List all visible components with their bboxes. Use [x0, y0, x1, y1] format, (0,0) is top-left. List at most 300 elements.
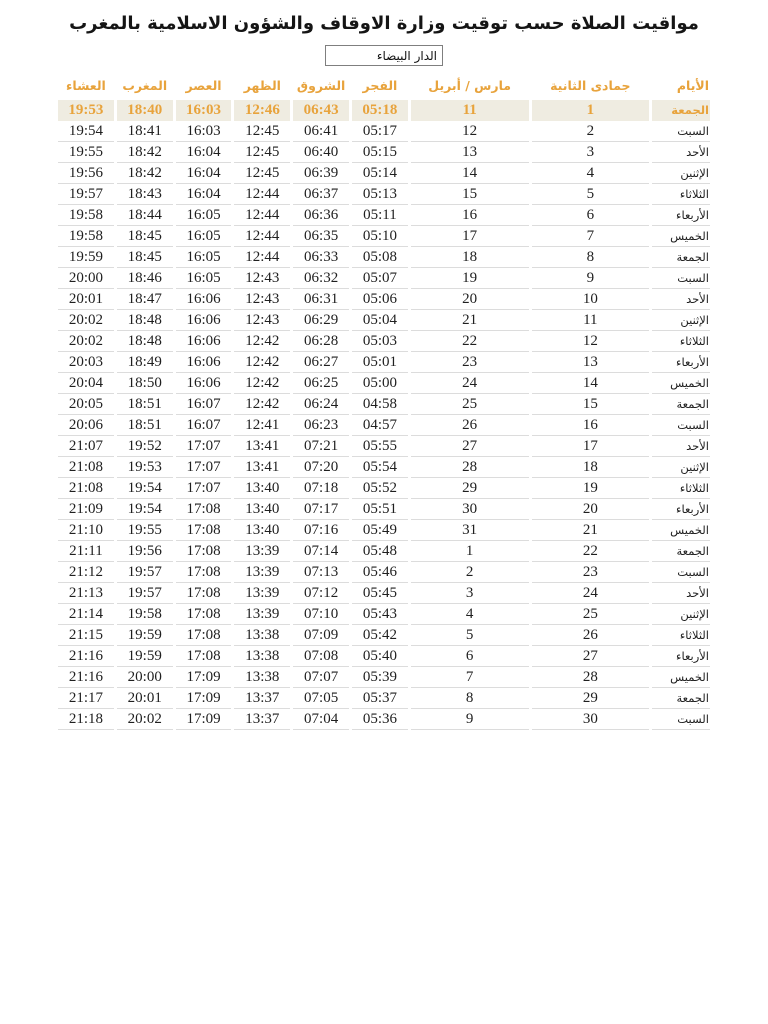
cell-asr: 16:06	[176, 352, 232, 373]
cell-day: السبت	[652, 268, 710, 289]
cell-sunrise: 06:24	[293, 394, 349, 415]
table-row	[58, 541, 710, 562]
table-row	[58, 667, 710, 688]
cell-sunrise: 07:20	[293, 457, 349, 478]
cell-march_april: 21	[411, 310, 529, 331]
cell-sunrise: 07:09	[293, 625, 349, 646]
cell-sunrise: 06:31	[293, 289, 349, 310]
cell-march_april: 14	[411, 163, 529, 184]
cell-isha: 21:15	[58, 625, 114, 646]
cell-dhuhr: 13:38	[234, 625, 290, 646]
cell-asr: 16:04	[176, 163, 232, 184]
cell-asr: 16:05	[176, 226, 232, 247]
cell-dhuhr: 13:40	[234, 478, 290, 499]
cell-sunrise: 07:04	[293, 709, 349, 730]
cell-fajr: 04:57	[352, 415, 408, 436]
table-row	[58, 289, 710, 310]
cell-dhuhr: 12:42	[234, 331, 290, 352]
cell-fajr: 05:18	[352, 100, 408, 121]
table-row	[58, 520, 710, 541]
cell-isha: 19:53	[58, 100, 114, 121]
cell-dhuhr: 13:39	[234, 541, 290, 562]
prayer-times-table	[55, 75, 713, 730]
cell-dhuhr: 12:44	[234, 205, 290, 226]
cell-jumada2: 29	[532, 688, 650, 709]
cell-asr: 17:07	[176, 478, 232, 499]
cell-march_april: 16	[411, 205, 529, 226]
cell-isha: 21:14	[58, 604, 114, 625]
cell-sunrise: 07:08	[293, 646, 349, 667]
cell-isha: 20:02	[58, 310, 114, 331]
cell-asr: 17:08	[176, 499, 232, 520]
cell-fajr: 05:49	[352, 520, 408, 541]
cell-fajr: 05:36	[352, 709, 408, 730]
cell-jumada2: 17	[532, 436, 650, 457]
cell-jumada2: 10	[532, 289, 650, 310]
cell-dhuhr: 12:43	[234, 289, 290, 310]
header-row	[58, 75, 710, 100]
cell-jumada2: 4	[532, 163, 650, 184]
cell-jumada2: 7	[532, 226, 650, 247]
cell-day: الجمعة	[652, 100, 710, 121]
cell-day: الثلاثاء	[652, 331, 710, 352]
cell-jumada2: 16	[532, 415, 650, 436]
cell-jumada2: 30	[532, 709, 650, 730]
cell-day: السبت	[652, 562, 710, 583]
cell-sunrise: 06:23	[293, 415, 349, 436]
table-row	[58, 373, 710, 394]
table-row	[58, 394, 710, 415]
cell-march_april: 26	[411, 415, 529, 436]
cell-asr: 16:05	[176, 268, 232, 289]
cell-dhuhr: 13:41	[234, 457, 290, 478]
cell-fajr: 04:58	[352, 394, 408, 415]
cell-jumada2: 14	[532, 373, 650, 394]
cell-maghrib: 18:44	[117, 205, 173, 226]
column-header-asr: العصر	[185, 78, 222, 93]
cell-march_april: 6	[411, 646, 529, 667]
table-row	[58, 184, 710, 205]
cell-day: الأحد	[652, 436, 710, 457]
cell-march_april: 9	[411, 709, 529, 730]
table-row	[58, 562, 710, 583]
cell-day: الجمعة	[652, 688, 710, 709]
cell-march_april: 15	[411, 184, 529, 205]
cell-dhuhr: 12:45	[234, 163, 290, 184]
city-selector[interactable]	[325, 45, 443, 66]
cell-jumada2: 5	[532, 184, 650, 205]
cell-asr: 16:03	[176, 100, 232, 121]
table-row	[58, 100, 710, 121]
cell-day: الثلاثاء	[652, 478, 710, 499]
cell-asr: 16:06	[176, 310, 232, 331]
cell-maghrib: 18:42	[117, 142, 173, 163]
cell-isha: 19:54	[58, 121, 114, 142]
cell-fajr: 05:04	[352, 310, 408, 331]
cell-day: الخميس	[652, 373, 710, 394]
cell-march_april: 17	[411, 226, 529, 247]
cell-day: الأربعاء	[652, 499, 710, 520]
cell-sunrise: 06:32	[293, 268, 349, 289]
cell-march_april: 2	[411, 562, 529, 583]
cell-dhuhr: 12:44	[234, 247, 290, 268]
cell-fajr: 05:03	[352, 331, 408, 352]
cell-isha: 21:11	[58, 541, 114, 562]
cell-jumada2: 25	[532, 604, 650, 625]
cell-sunrise: 07:21	[293, 436, 349, 457]
cell-dhuhr: 13:37	[234, 709, 290, 730]
cell-asr: 16:03	[176, 121, 232, 142]
cell-march_april: 19	[411, 268, 529, 289]
cell-isha: 21:17	[58, 688, 114, 709]
cell-maghrib: 18:45	[117, 247, 173, 268]
cell-maghrib: 18:49	[117, 352, 173, 373]
cell-dhuhr: 13:39	[234, 562, 290, 583]
cell-day: الثلاثاء	[652, 184, 710, 205]
cell-sunrise: 07:13	[293, 562, 349, 583]
cell-asr: 16:06	[176, 331, 232, 352]
cell-isha: 21:12	[58, 562, 114, 583]
cell-day: الأربعاء	[652, 205, 710, 226]
cell-fajr: 05:43	[352, 604, 408, 625]
table-row	[58, 205, 710, 226]
cell-fajr: 05:52	[352, 478, 408, 499]
cell-maghrib: 18:43	[117, 184, 173, 205]
cell-asr: 17:08	[176, 520, 232, 541]
cell-maghrib: 19:59	[117, 625, 173, 646]
cell-isha: 19:59	[58, 247, 114, 268]
cell-asr: 16:06	[176, 373, 232, 394]
cell-sunrise: 06:40	[293, 142, 349, 163]
cell-day: الخميس	[652, 226, 710, 247]
cell-day: الأحد	[652, 289, 710, 310]
cell-maghrib: 19:52	[117, 436, 173, 457]
cell-fajr: 05:40	[352, 646, 408, 667]
cell-isha: 20:02	[58, 331, 114, 352]
cell-isha: 20:00	[58, 268, 114, 289]
cell-dhuhr: 12:42	[234, 352, 290, 373]
cell-asr: 17:08	[176, 604, 232, 625]
cell-sunrise: 06:35	[293, 226, 349, 247]
cell-jumada2: 22	[532, 541, 650, 562]
cell-isha: 20:06	[58, 415, 114, 436]
table-row	[58, 121, 710, 142]
cell-march_april: 5	[411, 625, 529, 646]
cell-fajr: 05:17	[352, 121, 408, 142]
cell-maghrib: 18:51	[117, 415, 173, 436]
cell-march_april: 12	[411, 121, 529, 142]
cell-march_april: 8	[411, 688, 529, 709]
cell-maghrib: 19:54	[117, 499, 173, 520]
cell-asr: 16:06	[176, 289, 232, 310]
cell-isha: 20:05	[58, 394, 114, 415]
cell-march_april: 28	[411, 457, 529, 478]
cell-dhuhr: 13:40	[234, 520, 290, 541]
cell-jumada2: 9	[532, 268, 650, 289]
cell-sunrise: 07:18	[293, 478, 349, 499]
cell-day: الخميس	[652, 667, 710, 688]
table-row	[58, 331, 710, 352]
cell-sunrise: 06:43	[293, 100, 349, 121]
cell-jumada2: 2	[532, 121, 650, 142]
column-header-maghrib: المغرب	[122, 78, 168, 93]
cell-fajr: 05:54	[352, 457, 408, 478]
cell-asr: 16:05	[176, 205, 232, 226]
cell-maghrib: 18:40	[117, 100, 173, 121]
cell-sunrise: 06:25	[293, 373, 349, 394]
cell-sunrise: 06:27	[293, 352, 349, 373]
cell-asr: 16:04	[176, 142, 232, 163]
cell-day: الجمعة	[652, 247, 710, 268]
cell-dhuhr: 12:46	[234, 100, 290, 121]
cell-fajr: 05:10	[352, 226, 408, 247]
table-row	[58, 247, 710, 268]
cell-dhuhr: 12:44	[234, 226, 290, 247]
cell-jumada2: 1	[532, 100, 650, 121]
cell-sunrise: 06:29	[293, 310, 349, 331]
table-row	[58, 436, 710, 457]
table-row	[58, 646, 710, 667]
cell-asr: 16:04	[176, 184, 232, 205]
cell-jumada2: 24	[532, 583, 650, 604]
cell-maghrib: 20:01	[117, 688, 173, 709]
cell-dhuhr: 13:40	[234, 499, 290, 520]
cell-jumada2: 15	[532, 394, 650, 415]
cell-isha: 19:58	[58, 226, 114, 247]
table-row	[58, 709, 710, 730]
cell-maghrib: 19:59	[117, 646, 173, 667]
table-row	[58, 226, 710, 247]
cell-dhuhr: 12:42	[234, 373, 290, 394]
cell-day: الجمعة	[652, 394, 710, 415]
cell-maghrib: 18:50	[117, 373, 173, 394]
cell-march_april: 1	[411, 541, 529, 562]
table-row	[58, 688, 710, 709]
cell-day: الأربعاء	[652, 352, 710, 373]
cell-march_april: 31	[411, 520, 529, 541]
cell-jumada2: 8	[532, 247, 650, 268]
cell-fajr: 05:13	[352, 184, 408, 205]
table-body	[58, 100, 710, 730]
cell-maghrib: 18:45	[117, 226, 173, 247]
cell-asr: 16:07	[176, 394, 232, 415]
cell-maghrib: 20:02	[117, 709, 173, 730]
table-row	[58, 268, 710, 289]
cell-isha: 21:16	[58, 646, 114, 667]
cell-dhuhr: 13:39	[234, 604, 290, 625]
cell-sunrise: 07:05	[293, 688, 349, 709]
cell-jumada2: 6	[532, 205, 650, 226]
cell-march_april: 30	[411, 499, 529, 520]
cell-march_april: 3	[411, 583, 529, 604]
cell-jumada2: 26	[532, 625, 650, 646]
cell-isha: 21:13	[58, 583, 114, 604]
cell-jumada2: 11	[532, 310, 650, 331]
cell-isha: 20:01	[58, 289, 114, 310]
cell-jumada2: 21	[532, 520, 650, 541]
cell-march_april: 27	[411, 436, 529, 457]
cell-sunrise: 06:36	[293, 205, 349, 226]
cell-fajr: 05:37	[352, 688, 408, 709]
cell-dhuhr: 12:42	[234, 394, 290, 415]
cell-isha: 21:16	[58, 667, 114, 688]
cell-sunrise: 07:17	[293, 499, 349, 520]
table-row	[58, 604, 710, 625]
cell-sunrise: 06:39	[293, 163, 349, 184]
cell-day: السبت	[652, 709, 710, 730]
cell-maghrib: 18:51	[117, 394, 173, 415]
cell-isha: 21:07	[58, 436, 114, 457]
cell-asr: 17:08	[176, 625, 232, 646]
cell-dhuhr: 13:37	[234, 688, 290, 709]
cell-jumada2: 19	[532, 478, 650, 499]
cell-maghrib: 19:55	[117, 520, 173, 541]
column-header-day: الأيام	[676, 78, 709, 93]
cell-jumada2: 3	[532, 142, 650, 163]
cell-sunrise: 06:37	[293, 184, 349, 205]
cell-fajr: 05:15	[352, 142, 408, 163]
cell-fajr: 05:55	[352, 436, 408, 457]
cell-fajr: 05:06	[352, 289, 408, 310]
cell-maghrib: 20:00	[117, 667, 173, 688]
cell-day: السبت	[652, 415, 710, 436]
table-row	[58, 415, 710, 436]
cell-day: الإثنين	[652, 457, 710, 478]
city-name: الدار البيضاء	[376, 49, 437, 63]
cell-isha: 19:55	[58, 142, 114, 163]
cell-asr: 17:08	[176, 562, 232, 583]
cell-sunrise: 06:28	[293, 331, 349, 352]
cell-dhuhr: 13:38	[234, 646, 290, 667]
page-title: مواقيت الصلاة حسب توقيت وزارة الاوقاف والشؤون الاسلامية بالمغرب	[69, 13, 699, 34]
cell-jumada2: 18	[532, 457, 650, 478]
cell-day: الجمعة	[652, 541, 710, 562]
cell-asr: 17:09	[176, 709, 232, 730]
cell-fajr: 05:07	[352, 268, 408, 289]
table-row	[58, 310, 710, 331]
cell-day: الأحد	[652, 583, 710, 604]
cell-maghrib: 19:57	[117, 562, 173, 583]
cell-asr: 17:08	[176, 541, 232, 562]
cell-march_april: 25	[411, 394, 529, 415]
table-row	[58, 163, 710, 184]
cell-march_april: 11	[411, 100, 529, 121]
cell-march_april: 13	[411, 142, 529, 163]
cell-asr: 16:05	[176, 247, 232, 268]
column-header-march_april: مارس / أبريل	[428, 78, 512, 93]
cell-day: الأربعاء	[652, 646, 710, 667]
cell-maghrib: 19:57	[117, 583, 173, 604]
table-row	[58, 457, 710, 478]
cell-day: السبت	[652, 121, 710, 142]
cell-maghrib: 18:46	[117, 268, 173, 289]
cell-march_april: 7	[411, 667, 529, 688]
cell-day: الثلاثاء	[652, 625, 710, 646]
table-row	[58, 478, 710, 499]
table-row	[58, 142, 710, 163]
cell-fajr: 05:11	[352, 205, 408, 226]
cell-march_april: 24	[411, 373, 529, 394]
cell-dhuhr: 12:45	[234, 121, 290, 142]
cell-maghrib: 19:53	[117, 457, 173, 478]
column-header-isha: العشاء	[66, 78, 106, 93]
cell-dhuhr: 12:44	[234, 184, 290, 205]
cell-isha: 21:09	[58, 499, 114, 520]
cell-day: الأحد	[652, 142, 710, 163]
cell-maghrib: 18:47	[117, 289, 173, 310]
cell-isha: 21:10	[58, 520, 114, 541]
cell-isha: 19:56	[58, 163, 114, 184]
cell-jumada2: 28	[532, 667, 650, 688]
cell-maghrib: 18:48	[117, 331, 173, 352]
cell-sunrise: 07:10	[293, 604, 349, 625]
cell-asr: 17:09	[176, 688, 232, 709]
cell-sunrise: 07:14	[293, 541, 349, 562]
cell-dhuhr: 13:39	[234, 583, 290, 604]
cell-sunrise: 07:12	[293, 583, 349, 604]
cell-dhuhr: 12:43	[234, 268, 290, 289]
cell-day: الإثنين	[652, 163, 710, 184]
cell-isha: 20:03	[58, 352, 114, 373]
column-header-fajr: الفجر	[362, 78, 398, 93]
column-header-dhuhr: الظهر	[243, 78, 281, 93]
cell-jumada2: 23	[532, 562, 650, 583]
cell-asr: 16:07	[176, 415, 232, 436]
cell-maghrib: 18:42	[117, 163, 173, 184]
cell-isha: 19:58	[58, 205, 114, 226]
table-row	[58, 583, 710, 604]
cell-day: الإثنين	[652, 310, 710, 331]
column-header-sunrise: الشروق	[296, 78, 346, 93]
cell-asr: 17:08	[176, 583, 232, 604]
cell-dhuhr: 12:43	[234, 310, 290, 331]
cell-isha: 21:08	[58, 457, 114, 478]
cell-maghrib: 19:56	[117, 541, 173, 562]
cell-maghrib: 18:41	[117, 121, 173, 142]
cell-day: الخميس	[652, 520, 710, 541]
cell-fajr: 05:45	[352, 583, 408, 604]
cell-dhuhr: 12:41	[234, 415, 290, 436]
cell-march_april: 29	[411, 478, 529, 499]
table-row	[58, 499, 710, 520]
cell-march_april: 18	[411, 247, 529, 268]
cell-dhuhr: 13:41	[234, 436, 290, 457]
cell-march_april: 22	[411, 331, 529, 352]
cell-fajr: 05:14	[352, 163, 408, 184]
cell-jumada2: 27	[532, 646, 650, 667]
cell-jumada2: 13	[532, 352, 650, 373]
cell-isha: 20:04	[58, 373, 114, 394]
table-row	[58, 352, 710, 373]
cell-dhuhr: 12:45	[234, 142, 290, 163]
cell-fajr: 05:46	[352, 562, 408, 583]
cell-maghrib: 19:58	[117, 604, 173, 625]
cell-maghrib: 18:48	[117, 310, 173, 331]
column-header-jumada2: جمادى الثانية	[550, 78, 631, 93]
cell-fajr: 05:01	[352, 352, 408, 373]
cell-isha: 21:18	[58, 709, 114, 730]
cell-sunrise: 07:07	[293, 667, 349, 688]
cell-fajr: 05:39	[352, 667, 408, 688]
cell-asr: 17:07	[176, 436, 232, 457]
cell-march_april: 4	[411, 604, 529, 625]
cell-fajr: 05:08	[352, 247, 408, 268]
cell-march_april: 23	[411, 352, 529, 373]
cell-sunrise: 06:41	[293, 121, 349, 142]
cell-march_april: 20	[411, 289, 529, 310]
table-row	[58, 625, 710, 646]
cell-sunrise: 06:33	[293, 247, 349, 268]
